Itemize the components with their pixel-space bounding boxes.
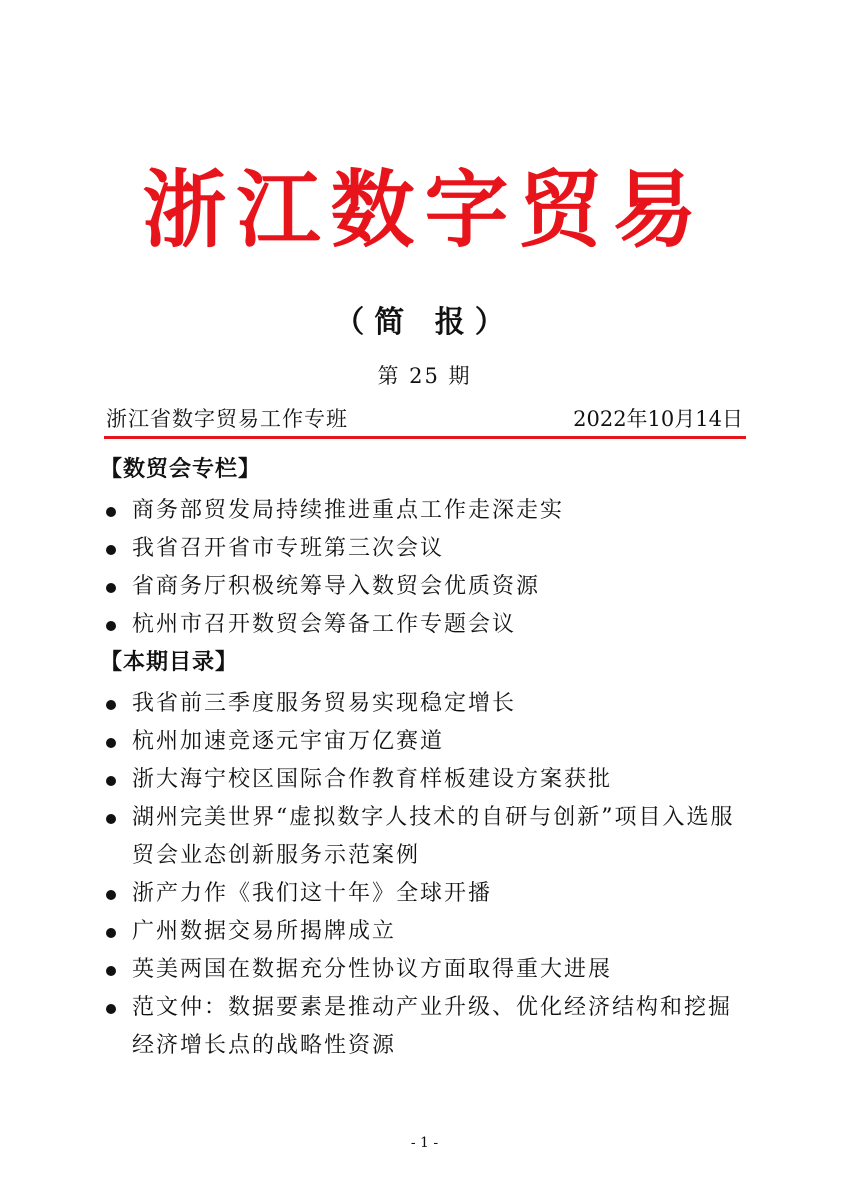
list-item-text: 杭州加速竞逐元宇宙万亿赛道 — [132, 729, 445, 754]
list-item-text: 浙大海宁校区国际合作教育样板建设方案获批 — [132, 767, 613, 792]
section-heading-contents: 【本期目录】 — [100, 650, 239, 675]
issue-number: 第 25 期 — [377, 364, 472, 388]
bullet-icon — [106, 966, 116, 976]
list-item — [104, 799, 750, 875]
list-item-text: 商务部贸发局持续推进重点工作走深走实 — [132, 498, 565, 523]
expo-list — [104, 492, 750, 644]
list-item-text: 范文仲：数据要素是推动产业升级、优化经济结构和挖掘经济增长点的战略性资源 — [132, 995, 733, 1058]
page-number: - 1 - — [410, 1135, 439, 1151]
list-item-text: 英美两国在数据充分性协议方面取得重大进展 — [132, 957, 613, 982]
bullet-icon — [106, 545, 116, 555]
list-item-text: 省商务厅积极统筹导入数贸会优质资源 — [132, 574, 541, 599]
bullet-icon — [106, 507, 116, 517]
list-item — [104, 951, 750, 989]
list-item-text: 广州数据交易所揭牌成立 — [132, 919, 397, 944]
list-item — [104, 492, 750, 530]
bullet-icon — [106, 1004, 116, 1014]
section-heading-expo: 【数贸会专栏】 — [100, 457, 262, 482]
bullet-icon — [106, 621, 116, 631]
header-divider — [104, 436, 746, 439]
bullet-icon — [106, 583, 116, 593]
bullet-icon — [106, 890, 116, 900]
list-item-text: 杭州市召开数贸会筹备工作专题会议 — [132, 612, 517, 637]
bullet-icon — [106, 928, 116, 938]
list-item-text: 浙产力作《我们这十年》全球开播 — [132, 881, 493, 906]
list-item — [104, 761, 750, 799]
list-item — [104, 685, 750, 723]
list-item-text: 我省前三季度服务贸易实现稳定增长 — [132, 691, 517, 716]
list-item — [104, 723, 750, 761]
list-item — [104, 989, 750, 1065]
bullet-icon — [106, 776, 116, 786]
contents-list — [104, 685, 750, 1065]
list-item — [104, 913, 750, 951]
list-item — [104, 568, 750, 606]
issuer: 浙江省数字贸易工作专班 — [106, 407, 348, 431]
issue-date: 2022年10月14日 — [573, 407, 743, 431]
list-item — [104, 606, 750, 644]
masthead-title: 浙江数字贸易 — [142, 160, 707, 259]
bullet-icon — [106, 738, 116, 748]
list-item — [104, 530, 750, 568]
list-item-text: 我省召开省市专班第三次会议 — [132, 536, 445, 561]
bullet-icon — [106, 814, 116, 824]
masthead-subtitle: （简 报） — [334, 305, 515, 340]
list-item-text: 湖州完美世界“虚拟数字人技术的自研与创新”项目入选服贸会业态创新服务示范案例 — [132, 805, 735, 868]
list-item — [104, 875, 750, 913]
bullet-icon — [106, 700, 116, 710]
